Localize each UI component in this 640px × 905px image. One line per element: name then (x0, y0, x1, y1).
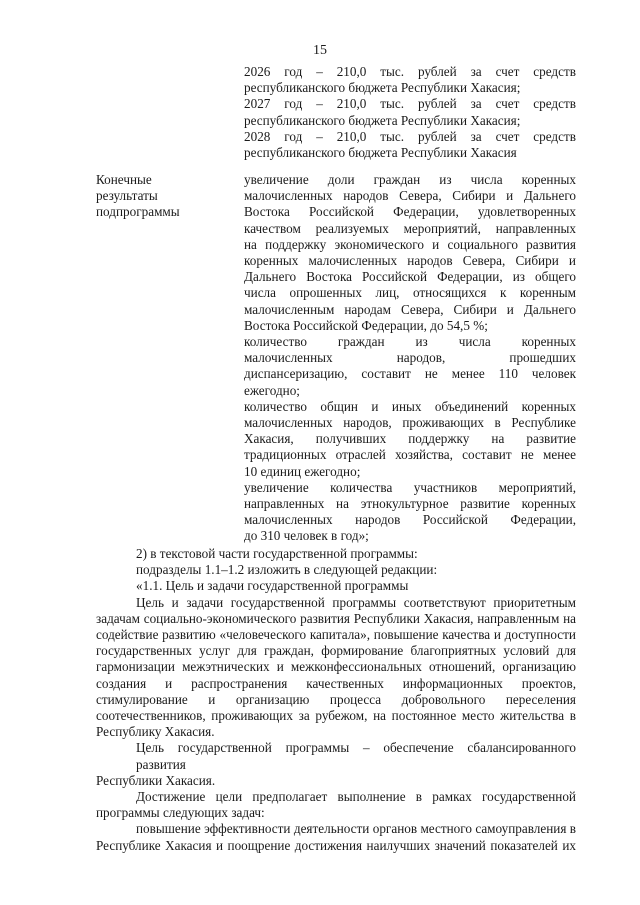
results-line: ежегодно; (244, 382, 300, 398)
results-line: направленных на этнокультурное развитие коренных (244, 496, 576, 512)
results-line: малочисленных народов Российской Федерации, (244, 512, 576, 528)
results-label-line: результаты (96, 188, 158, 204)
results-line: малочисленных народов Севера, Сибири и Дальнего (244, 188, 576, 204)
main-line: повышение эффективности деятельности органов местного самоуправления в (136, 821, 576, 837)
main-line: подразделы 1.1–1.2 изложить в следующей редакции: (136, 562, 438, 578)
section-heading: «1.1. Цель и задачи государственной программы (136, 578, 409, 594)
results-line: увеличение доли граждан из числа коренных (244, 172, 576, 187)
funding-line: республиканского бюджета Республики Хакасия; (244, 112, 521, 128)
main-line: Республики Хакасия. (96, 772, 216, 788)
funding-block (244, 64, 576, 161)
results-block (244, 172, 576, 545)
main-line: соотечественников, проживающих за рубежом, на постоянное место жительства в (96, 708, 576, 724)
results-line: на поддержку экономического и социального развития (244, 236, 576, 252)
results-line: количество граждан из числа коренных (244, 334, 576, 350)
main-line: Цель и задачи государственной программы соответствуют приоритетным (136, 594, 576, 610)
main-line: задачам социально-экономического развития Республики Хакасия, направленным на (96, 610, 576, 626)
results-label-line: Конечные (96, 172, 152, 187)
main-line: Республике Хакасия и поощрение достижения наилучших значений показателей их (96, 837, 576, 853)
results-line: малочисленных народов, проживающих в Республике (244, 415, 576, 431)
results-line: коренных малочисленных народов Севера, Сибири и (244, 253, 576, 269)
main-line: Цель государственной программы – обеспечение сбалансированного развития (136, 740, 576, 772)
results-line: увеличение количества участников мероприятий, (244, 479, 576, 495)
results-label (96, 172, 180, 221)
results-line: Дальнего Востока Российской Федерации, из общего (244, 269, 576, 285)
results-line: 10 единиц ежегодно; (244, 463, 361, 479)
main-line: создания и распространения качественных информационных проектов, (96, 675, 576, 691)
results-line: Востока Российской Федерации, до 54,5 %; (244, 317, 488, 333)
results-line: до 310 человек в год»; (244, 528, 369, 544)
funding-line: республиканского бюджета Республики Хакасия; (244, 80, 521, 96)
main-line: стимулирование и организацию процесса добровольного переселения (96, 691, 576, 707)
results-line: малочисленным народам Севера, Сибири и Дальнего (244, 301, 576, 317)
main-line: Республику Хакасия. (96, 724, 215, 740)
results-line: традиционных отраслей хозяйства, составит не менее (244, 447, 576, 463)
funding-line: 2028 год – 210,0 тыс. рублей за счет средств (244, 128, 576, 144)
results-label-line: подпрограммы (96, 204, 180, 220)
main-line: содействие развитию «человеческого капитала», повышение качества и доступности (96, 627, 576, 643)
results-line: малочисленных народов, прошедших (244, 350, 576, 366)
main-line: программы следующих задач: (96, 805, 265, 821)
funding-line: 2027 год – 210,0 тыс. рублей за счет средств (244, 96, 576, 112)
page-number: 15 (313, 43, 327, 58)
results-line: количество общин и иных объединений коренных (244, 398, 576, 414)
main-text (96, 546, 576, 854)
results-line: числа опрошенных лиц, относящихся к коренным (244, 285, 576, 301)
results-line: Востока Российской Федерации, удовлетворенных (244, 204, 576, 220)
main-line: государственных услуг для граждан, формирование благоприятных условий для (96, 643, 576, 659)
funding-line: 2026 год – 210,0 тыс. рублей за счет средств (244, 64, 576, 79)
main-line: 2) в текстовой части государственной программы: (136, 546, 418, 561)
results-line: качеством реализуемых мероприятий, направленных (244, 220, 576, 236)
results-line: Хакасия, получивших поддержку на развитие (244, 431, 576, 447)
main-line: Достижение цели предполагает выполнение в рамках государственной (136, 789, 576, 805)
funding-line: республиканского бюджета Республики Хакасия (244, 145, 517, 161)
main-line: гармонизации межэтнических и межконфессиональных отношений, организацию (96, 659, 576, 675)
results-line: диспансеризацию, составит не менее 110 человек (244, 366, 576, 382)
